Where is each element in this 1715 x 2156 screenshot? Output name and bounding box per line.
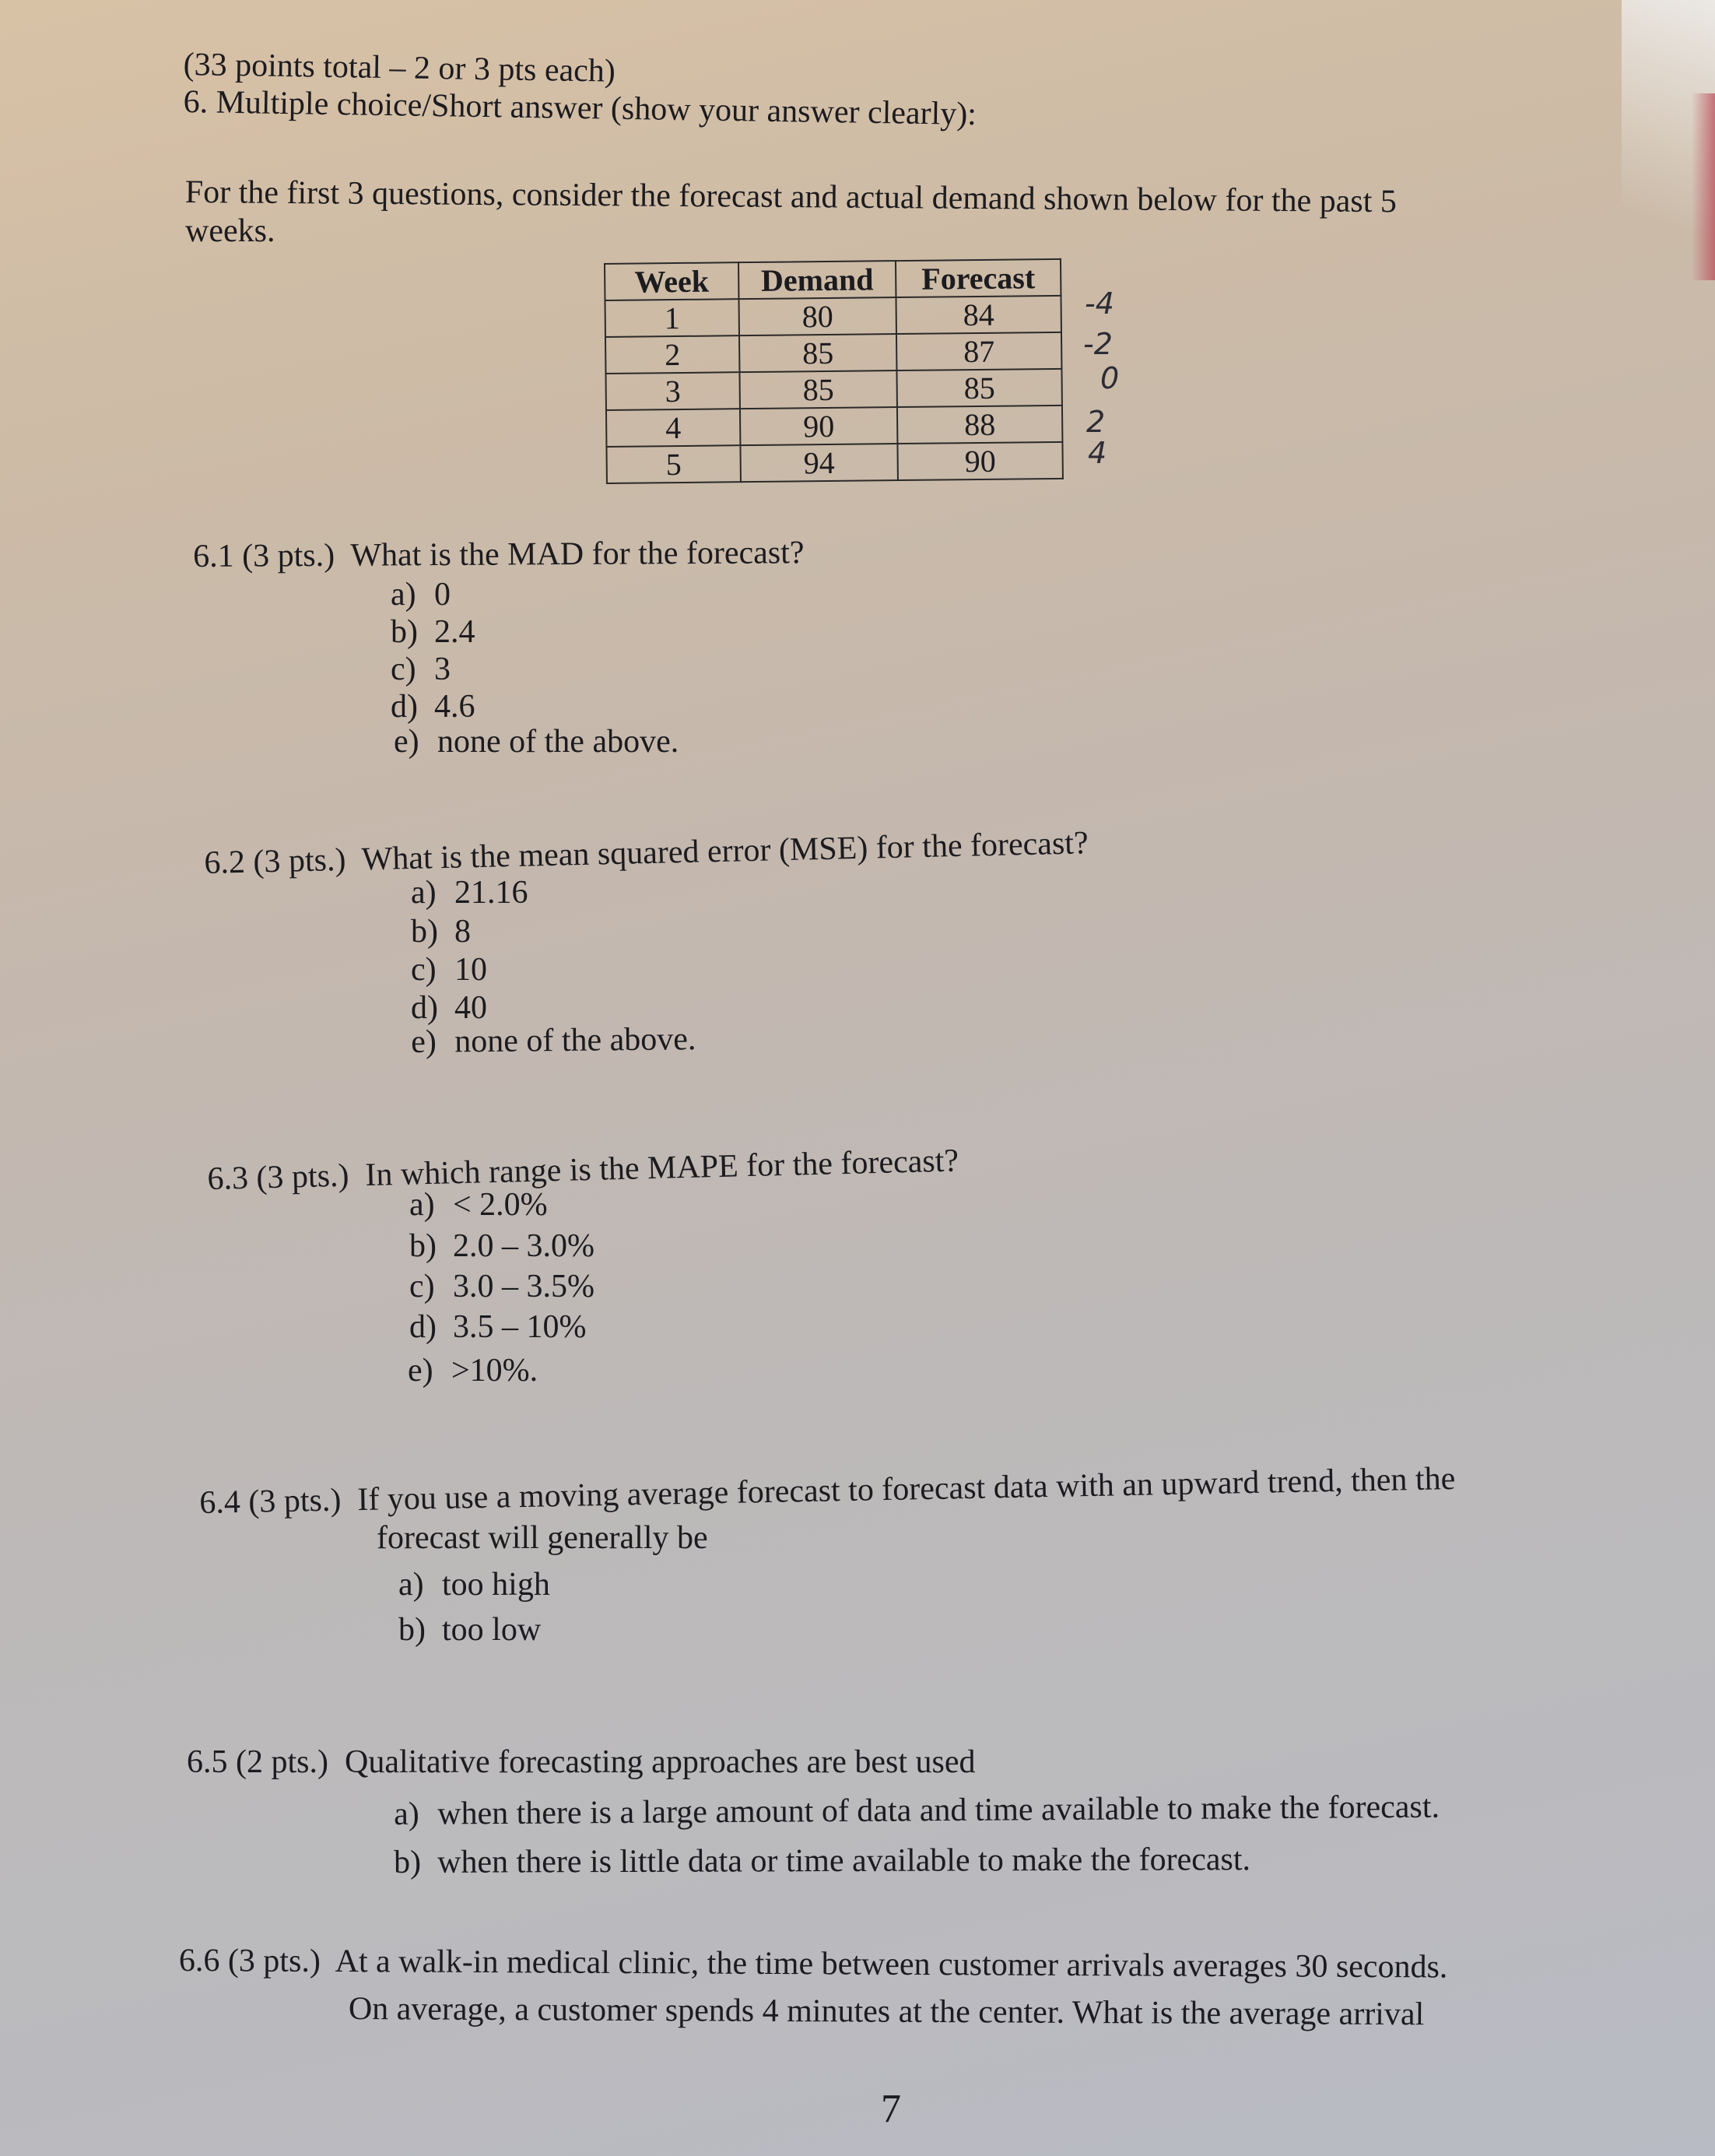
table-row bbox=[606, 442, 1062, 483]
option-6-3-e: e) >10%. bbox=[408, 1353, 538, 1389]
question-text: What is the mean squared error (MSE) for the forecast? bbox=[361, 825, 1089, 878]
question-6-1 bbox=[193, 536, 805, 573]
question-label: 6.1 (3 pts.) bbox=[192, 537, 335, 574]
header-demand: Demand bbox=[738, 261, 896, 299]
question-text: What is the MAD for the forecast? bbox=[350, 535, 805, 574]
question-6-6-continued bbox=[349, 1993, 1425, 2031]
option-6-1-c: c) 3 bbox=[391, 651, 451, 687]
question-label: 6.3 (3 pts.) bbox=[206, 1157, 350, 1197]
option-6-3-d: d) 3.5 – 10% bbox=[409, 1309, 587, 1345]
points-total: (33 points total – 2 or 3 pts each) bbox=[183, 47, 616, 90]
table-cell: 90 bbox=[897, 442, 1062, 480]
table-cell: 2 bbox=[605, 335, 739, 374]
question-6-5 bbox=[187, 1746, 976, 1779]
page-number: 7 bbox=[881, 2087, 901, 2131]
table-cell: 85 bbox=[896, 369, 1061, 407]
option-6-4-b: b) too low bbox=[398, 1612, 542, 1648]
table-cell: 5 bbox=[606, 445, 740, 483]
option-6-1-a: a) 0 bbox=[391, 577, 451, 613]
intro-line-2: weeks. bbox=[185, 213, 275, 249]
option-6-2-c: c) 10 bbox=[411, 952, 487, 988]
header-week: Week bbox=[605, 262, 738, 300]
question-text: Qualitative forecasting approaches are best used bbox=[345, 1744, 976, 1780]
background-object bbox=[1692, 93, 1715, 280]
table-row bbox=[605, 369, 1061, 410]
table-cell: 1 bbox=[605, 299, 739, 337]
question-text: forecast will generally be bbox=[377, 1520, 708, 1556]
section-title: 6. Multiple choice/Short answer (show your answer clearly): bbox=[183, 84, 977, 133]
option-6-2-a: a) 21.16 bbox=[411, 875, 528, 911]
handwritten-note: -2 bbox=[1083, 327, 1113, 361]
question-6-2 bbox=[204, 827, 1089, 880]
option-6-5-b: b) when there is little data or time available to make the forecast. bbox=[393, 1842, 1251, 1880]
option-6-1-b: b) 2.4 bbox=[391, 614, 475, 650]
option-6-5-a: a) when there is a large amount of data and time available to make the forecast. bbox=[393, 1789, 1440, 1832]
question-6-4 bbox=[199, 1462, 1456, 1519]
question-6-6 bbox=[179, 1944, 1448, 1984]
table-cell: 80 bbox=[738, 297, 896, 335]
option-6-4-a: a) too high bbox=[398, 1567, 550, 1603]
table-cell: 3 bbox=[605, 372, 739, 410]
question-text: In which range is the MAPE for the forecast? bbox=[364, 1143, 959, 1194]
handwritten-note: -4 bbox=[1085, 286, 1114, 321]
question-label: 6.5 (2 pts.) bbox=[187, 1744, 328, 1780]
demand-forecast-table bbox=[604, 258, 1064, 484]
question-label: 6.6 (3 pts.) bbox=[178, 1943, 321, 1979]
table-row bbox=[606, 406, 1062, 447]
question-6-4-continued bbox=[377, 1522, 708, 1554]
option-6-3-b: b) 2.0 – 3.0% bbox=[409, 1228, 594, 1264]
option-6-3-a: a) < 2.0% bbox=[409, 1187, 548, 1223]
table-header-row bbox=[605, 259, 1061, 300]
question-label: 6.2 (3 pts.) bbox=[203, 841, 346, 881]
table-cell: 90 bbox=[740, 407, 897, 445]
table-cell: 88 bbox=[897, 406, 1062, 444]
option-6-1-d: d) 4.6 bbox=[391, 689, 475, 725]
header-forecast: Forecast bbox=[896, 259, 1061, 297]
handwritten-note: 2 bbox=[1086, 405, 1106, 439]
option-6-2-b: b) 8 bbox=[411, 914, 471, 950]
table-cell: 85 bbox=[739, 334, 896, 372]
question-text: At a walk-in medical clinic, the time between customer arrivals averages 30 seconds. bbox=[335, 1944, 1448, 1986]
option-6-2-e: e) none of the above. bbox=[410, 1021, 696, 1060]
table-cell: 4 bbox=[606, 409, 740, 447]
table-cell: 87 bbox=[896, 332, 1061, 370]
option-6-1-e: e) none of the above. bbox=[394, 724, 679, 760]
table-row bbox=[605, 296, 1061, 337]
intro-line-1: For the first 3 questions, consider the forecast and actual demand shown below for the past 5 bbox=[184, 174, 1398, 220]
question-label: 6.4 (3 pts.) bbox=[198, 1482, 342, 1521]
question-text: If you use a moving average forecast to forecast data with an upward trend, then the bbox=[356, 1461, 1456, 1519]
option-6-3-c: c) 3.0 – 3.5% bbox=[409, 1269, 594, 1304]
table-cell: 85 bbox=[739, 370, 896, 409]
question-6-3 bbox=[207, 1144, 959, 1196]
option-6-2-d: d) 40 bbox=[411, 990, 487, 1026]
handwritten-note: 0 bbox=[1100, 361, 1120, 395]
table-cell: 84 bbox=[896, 296, 1061, 334]
question-text: On average, a customer spends 4 minutes at the center. What is the average arrival bbox=[348, 1991, 1425, 2033]
table-row bbox=[605, 332, 1061, 374]
table-cell: 94 bbox=[740, 444, 897, 482]
handwritten-note: 4 bbox=[1088, 436, 1107, 470]
